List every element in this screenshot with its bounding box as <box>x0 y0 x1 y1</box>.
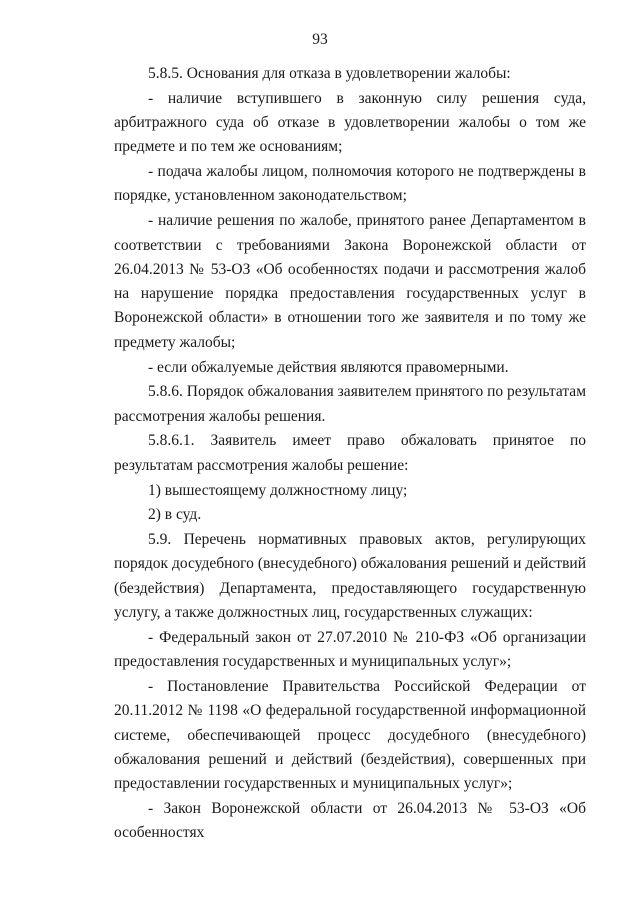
paragraph-government-resolution-1198: - Постановление Правительства Российской Федерации от 20.11.2012 № 1198 «О федеральной государственной информационной системе, обеспечивающей процесс досудебного (внесудебного) обжалования решений и действий (бездействия), совершенных при предоставлении государственных и муниципальных услуг»; <box>114 677 586 793</box>
paragraph-5-8-5-heading: 5.8.5. Основания для отказа в удовлетворении жалобы: <box>148 65 511 82</box>
paragraph-federal-law-210: - Федеральный закон от 27.07.2010 № 210-ФЗ «Об организации предоставления государственных и муниципальных услуг»; <box>114 628 586 671</box>
paragraph-voronezh-law-53: - Закон Воронежской области от 26.04.2013 № 53-ОЗ «Об особенностях <box>114 799 586 842</box>
paragraph-5-8-6-1: 5.8.6.1. Заявитель имеет право обжаловать принятое по результатам рассмотрения жалобы решение: <box>114 432 586 474</box>
paragraph-refusal-prior-decision: - наличие решения по жалобе, принятого ранее Департаментом в соответствии с требованиями Закона Воронежской области от 26.04.2013 № 53-ОЗ «Об особенностях подачи и рассмотрения жалоб на нарушение порядка предоставления государственных услуг в Воронежской области» в отношении того же заявителя и по тому же предмету жалобы; <box>114 212 586 351</box>
paragraph-refusal-court-decision: - наличие вступившего в законную силу решения суда, арбитражного суда об отказе в удовлетворении жалобы о том же предмете и по тем же основаниям; <box>114 89 586 156</box>
paragraph-appeal-superior-official: 1) вышестоящему должностному лицу; <box>148 481 408 499</box>
paragraph-refusal-lawful-actions: - если обжалуемые действия являются правомерными. <box>148 358 509 376</box>
paragraph-5-8-6-heading: 5.8.6. Порядок обжалования заявителем принятого по результатам рассмотрения жалобы решения. <box>114 383 586 425</box>
page-number: 93 <box>312 31 328 48</box>
paragraph-5-9-heading: 5.9. Перечень нормативных правовых актов, регулирующих порядок досудебного (внесудебного) обжалования решений и действий (бездействия) Департамента, предоставляющего государственную услугу, а также должностных лиц, государственных служащих: <box>114 531 586 622</box>
paragraph-appeal-court: 2) в суд. <box>148 506 202 524</box>
paragraph-refusal-unconfirmed-authority: - подача жалобы лицом, полномочия которого не подтверждены в порядке, установленном законодательством; <box>114 163 586 205</box>
document-body <box>114 62 586 846</box>
